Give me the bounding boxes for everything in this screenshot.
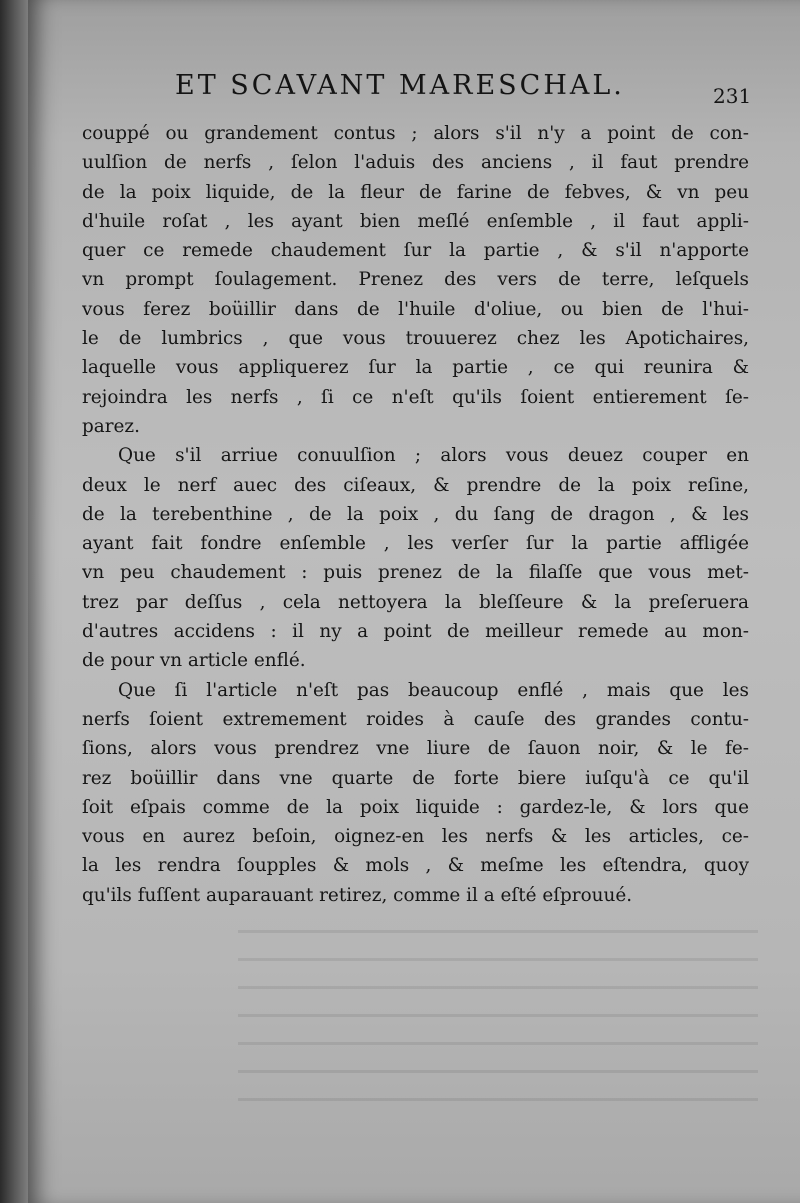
page-header [175, 70, 775, 114]
text-line: ſoit eſpais comme de la poix liquide : gardez-le, & lors que [82, 796, 749, 818]
paragraph-2 [82, 441, 749, 675]
text-line: d'huile roſat , les ayant bien meſlé enſemble , il faut appli- [82, 210, 749, 232]
page-number: 231 [713, 84, 752, 108]
text-line: uulſion de nerfs , ſelon l'aduis des anciens , il faut prendre [82, 152, 749, 174]
text-line: vous ferez boüillir dans de l'huile d'oliue, ou bien de l'hui- [82, 298, 749, 320]
text-line: ſions, alors vous prendrez vne liure de ſauon noir, & le fe- [82, 738, 749, 760]
text-line: de la poix liquide, de la fleur de farine de febves, & vn peu [82, 181, 749, 203]
text-line: le de lumbrics , que vous trouuerez chez les Apotichaires, [82, 328, 749, 350]
text-line: Que ſi l'article n'eſt pas beaucoup enflé , mais que les [118, 679, 749, 701]
text-line: vn peu chaudement : puis prenez de la filaſſe que vous met- [82, 562, 749, 584]
body-text [82, 119, 749, 910]
text-line: qu'ils fuſſent auparauant retirez, comme il a eſté eſprouué. [82, 884, 633, 906]
text-line: nerfs ſoient extremement roides à cauſe des grandes contu- [82, 708, 749, 730]
text-line: rejoindra les nerfs , ſi ce n'eſt qu'ils ſoient entierement ſe- [82, 386, 749, 408]
text-line: d'autres accidens : il ny a point de meilleur remede au mon- [82, 621, 749, 643]
text-line: Que s'il arriue conuulſion ; alors vous deuez couper en [118, 445, 749, 467]
text-line: de la terebenthine , de la poix , du ſang de dragon , & les [82, 503, 749, 525]
text-line: de pour vn article enflé. [82, 650, 306, 672]
text-line: deux le nerf auec des ciſeaux, & prendre de la poix reſine, [82, 474, 749, 496]
text-line: vous en aurez beſoin, oignez-en les nerfs & les articles, ce- [82, 826, 749, 848]
text-line: ayant fait fondre enſemble , les verſer ſur la partie affligée [82, 533, 749, 555]
running-title: ET SCAVANT MARESCHAL. [175, 70, 625, 101]
text-line: quer ce remede chaudement ſur la partie , & s'il n'apporte [82, 240, 749, 262]
text-line: rez boüillir dans vne quarte de forte biere iuſqu'à ce qu'il [82, 767, 749, 789]
text-line: vn prompt ſoulagement. Prenez des vers de terre, leſquels [82, 269, 749, 291]
text-line: couppé ou grandement contus ; alors s'il n'y a point de con- [82, 123, 749, 144]
text-line: la les rendra ſoupples & mols , & meſme les eſtendra, quoy [82, 855, 749, 877]
text-line: parez. [82, 415, 140, 437]
text-line: trez par deſſus , cela nettoyera la bleſſeure & la preſeruera [82, 591, 749, 613]
show-through-text [238, 930, 758, 1110]
paragraph-1 [82, 119, 749, 441]
paragraph-3 [82, 676, 749, 910]
text-line: laquelle vous appliquerez ſur la partie , ce qui reunira & [82, 357, 749, 379]
